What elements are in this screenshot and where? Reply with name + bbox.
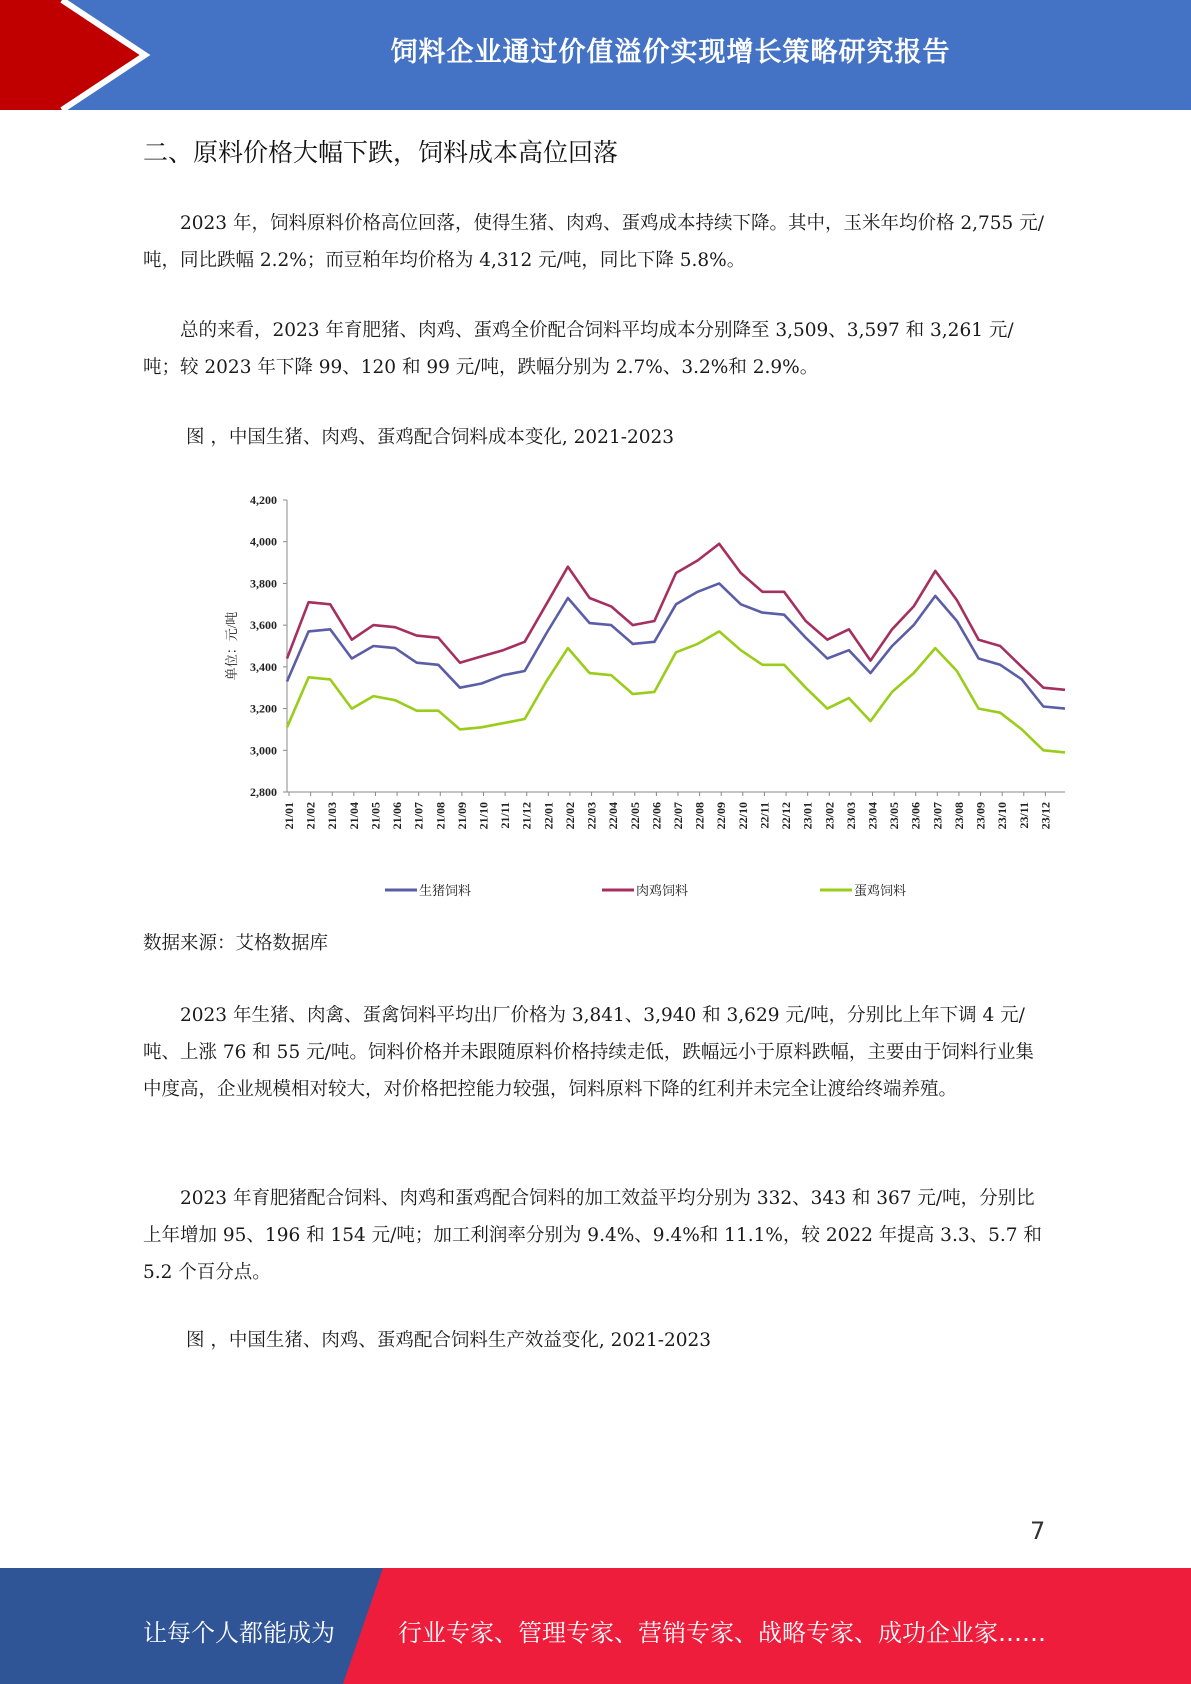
data-source: 数据来源：艾格数据库 (143, 933, 329, 954)
x-tick-label: 21/06 (390, 802, 405, 830)
x-tick-label: 21/04 (346, 802, 361, 830)
figure-1-caption: 图 ，中国生猪、肉鸡、蛋鸡配合饲料成本变化, 2021-2023 (186, 427, 675, 448)
x-tick-label: 23/09 (973, 802, 988, 830)
x-tick-label: 22/05 (627, 802, 642, 830)
legend-label-1: 肉鸡饲料 (636, 883, 689, 898)
x-tick-label: 22/11 (757, 802, 772, 829)
paragraph-1: 2023 年，饲料原料价格高位回落，使得生猪、肉鸡、蛋鸡成本持续下降。其中，玉米年均价格 2,755 元/吨，同比跌幅 2.2%；而豆粕年均价格为 4,312 元/吨，同比下降 5.8%。 (143, 213, 1044, 271)
y-tick-label: 4,000 (250, 534, 277, 549)
paragraph-4: 2023 年育肥猪配合饲料、肉鸡和蛋鸡配合饲料的加工效益平均分别为 332、343 和 367 元/吨，分别比上年增加 95、196 和 154 元/吨；加工利润率分别为 9.4%、9.4%和 11.1%，较 2022 年提高 3.3、5.7 和 5.2 个百分点。 (143, 1188, 1042, 1283)
footer-slogan-right: 行业专家、管理专家、营销专家、战略专家、成功企业家…… (398, 1619, 1046, 1647)
y-axis-label: 单位：元/吨 (224, 611, 239, 681)
x-tick-label: 22/10 (735, 802, 750, 830)
y-tick-label: 3,200 (250, 701, 277, 716)
x-tick-label: 22/08 (692, 802, 707, 830)
legend-label-2: 蛋鸡饲料 (854, 883, 907, 898)
feed-cost-line-chart (200, 485, 1080, 910)
report-title: 饲料企业通过价值溢价实现增长策略研究报告 (390, 37, 951, 68)
x-tick-label: 21/10 (476, 802, 491, 830)
paragraph-2: 总的来看，2023 年育肥猪、肉鸡、蛋鸡全价配合饲料平均成本分别降至 3,509、3,597 和 3,261 元/吨；较 2023 年下降 99、120 和 99 元/吨，跌幅分别为 2.7%、3.2%和 2.9%。 (143, 320, 1014, 378)
x-tick-label: 23/11 (1016, 802, 1031, 829)
x-tick-label: 21/02 (303, 802, 318, 830)
page-number: 7 (1030, 1517, 1046, 1545)
x-tick-label: 21/08 (433, 802, 448, 830)
x-tick-label: 21/01 (282, 802, 296, 830)
x-tick-label: 22/04 (606, 802, 621, 830)
x-tick-label: 21/12 (519, 802, 534, 830)
x-tick-label: 21/05 (368, 802, 383, 830)
y-tick-label: 2,800 (250, 785, 277, 799)
x-tick-label: 22/12 (779, 802, 794, 830)
paragraph-3: 2023 年生猪、肉禽、蛋禽饲料平均出厂价格为 3,841、3,940 和 3,629 元/吨，分别比上年下调 4 元/吨、上涨 76 和 55 元/吨。饲料价格并未跟随原料价格持续走低，跌幅远小于原料跌幅，主要由于饲料行业集中度高，企业规模相对较大，对价格把控能力较强，饲料原料下降的红利并未完全让渡给终端养殖。 (143, 1005, 1034, 1100)
x-tick-label: 22/01 (541, 802, 556, 830)
x-tick-label: 23/01 (800, 802, 815, 830)
x-tick-label: 23/12 (1038, 802, 1053, 830)
legend-label-0: 生猪饲料 (419, 883, 472, 898)
x-tick-label: 23/08 (951, 802, 966, 830)
y-tick-label: 4,200 (250, 493, 277, 507)
x-tick-label: 22/02 (562, 802, 577, 830)
x-tick-label: 23/10 (995, 802, 1010, 830)
x-tick-label: 21/03 (325, 802, 340, 830)
x-tick-label: 22/09 (714, 802, 729, 830)
y-tick-label: 3,000 (250, 743, 277, 758)
y-tick-label: 3,400 (250, 659, 277, 674)
x-tick-label: 23/03 (843, 802, 858, 830)
x-tick-label: 22/06 (649, 802, 664, 830)
x-tick-label: 21/07 (411, 802, 426, 830)
x-axis (282, 792, 1065, 829)
series-line-2 (287, 631, 1065, 752)
chart-legend (385, 883, 906, 898)
x-tick-label: 22/07 (671, 802, 685, 830)
y-tick-label: 3,800 (250, 576, 277, 591)
y-tick-label: 3,600 (250, 618, 277, 633)
series-line-1 (287, 544, 1065, 690)
section-heading: 二、原料价格大幅下跌，饲料成本高位回落 (143, 138, 619, 167)
x-tick-label: 23/06 (908, 802, 923, 830)
series-lines (287, 544, 1065, 753)
x-tick-label: 21/11 (498, 802, 513, 829)
x-tick-label: 23/04 (865, 802, 880, 830)
footer-slogan-left: 让每个人都能成为 (143, 1619, 335, 1647)
x-tick-label: 21/09 (454, 802, 469, 830)
x-tick-label: 22/03 (584, 802, 599, 830)
x-tick-label: 23/07 (930, 802, 945, 830)
series-line-0 (287, 583, 1065, 708)
x-tick-label: 23/05 (887, 802, 902, 830)
x-tick-label: 23/02 (822, 802, 837, 830)
figure-2-caption: 图 ，中国生猪、肉鸡、蛋鸡配合饲料生产效益变化, 2021-2023 (186, 1330, 712, 1351)
y-axis (224, 493, 287, 799)
